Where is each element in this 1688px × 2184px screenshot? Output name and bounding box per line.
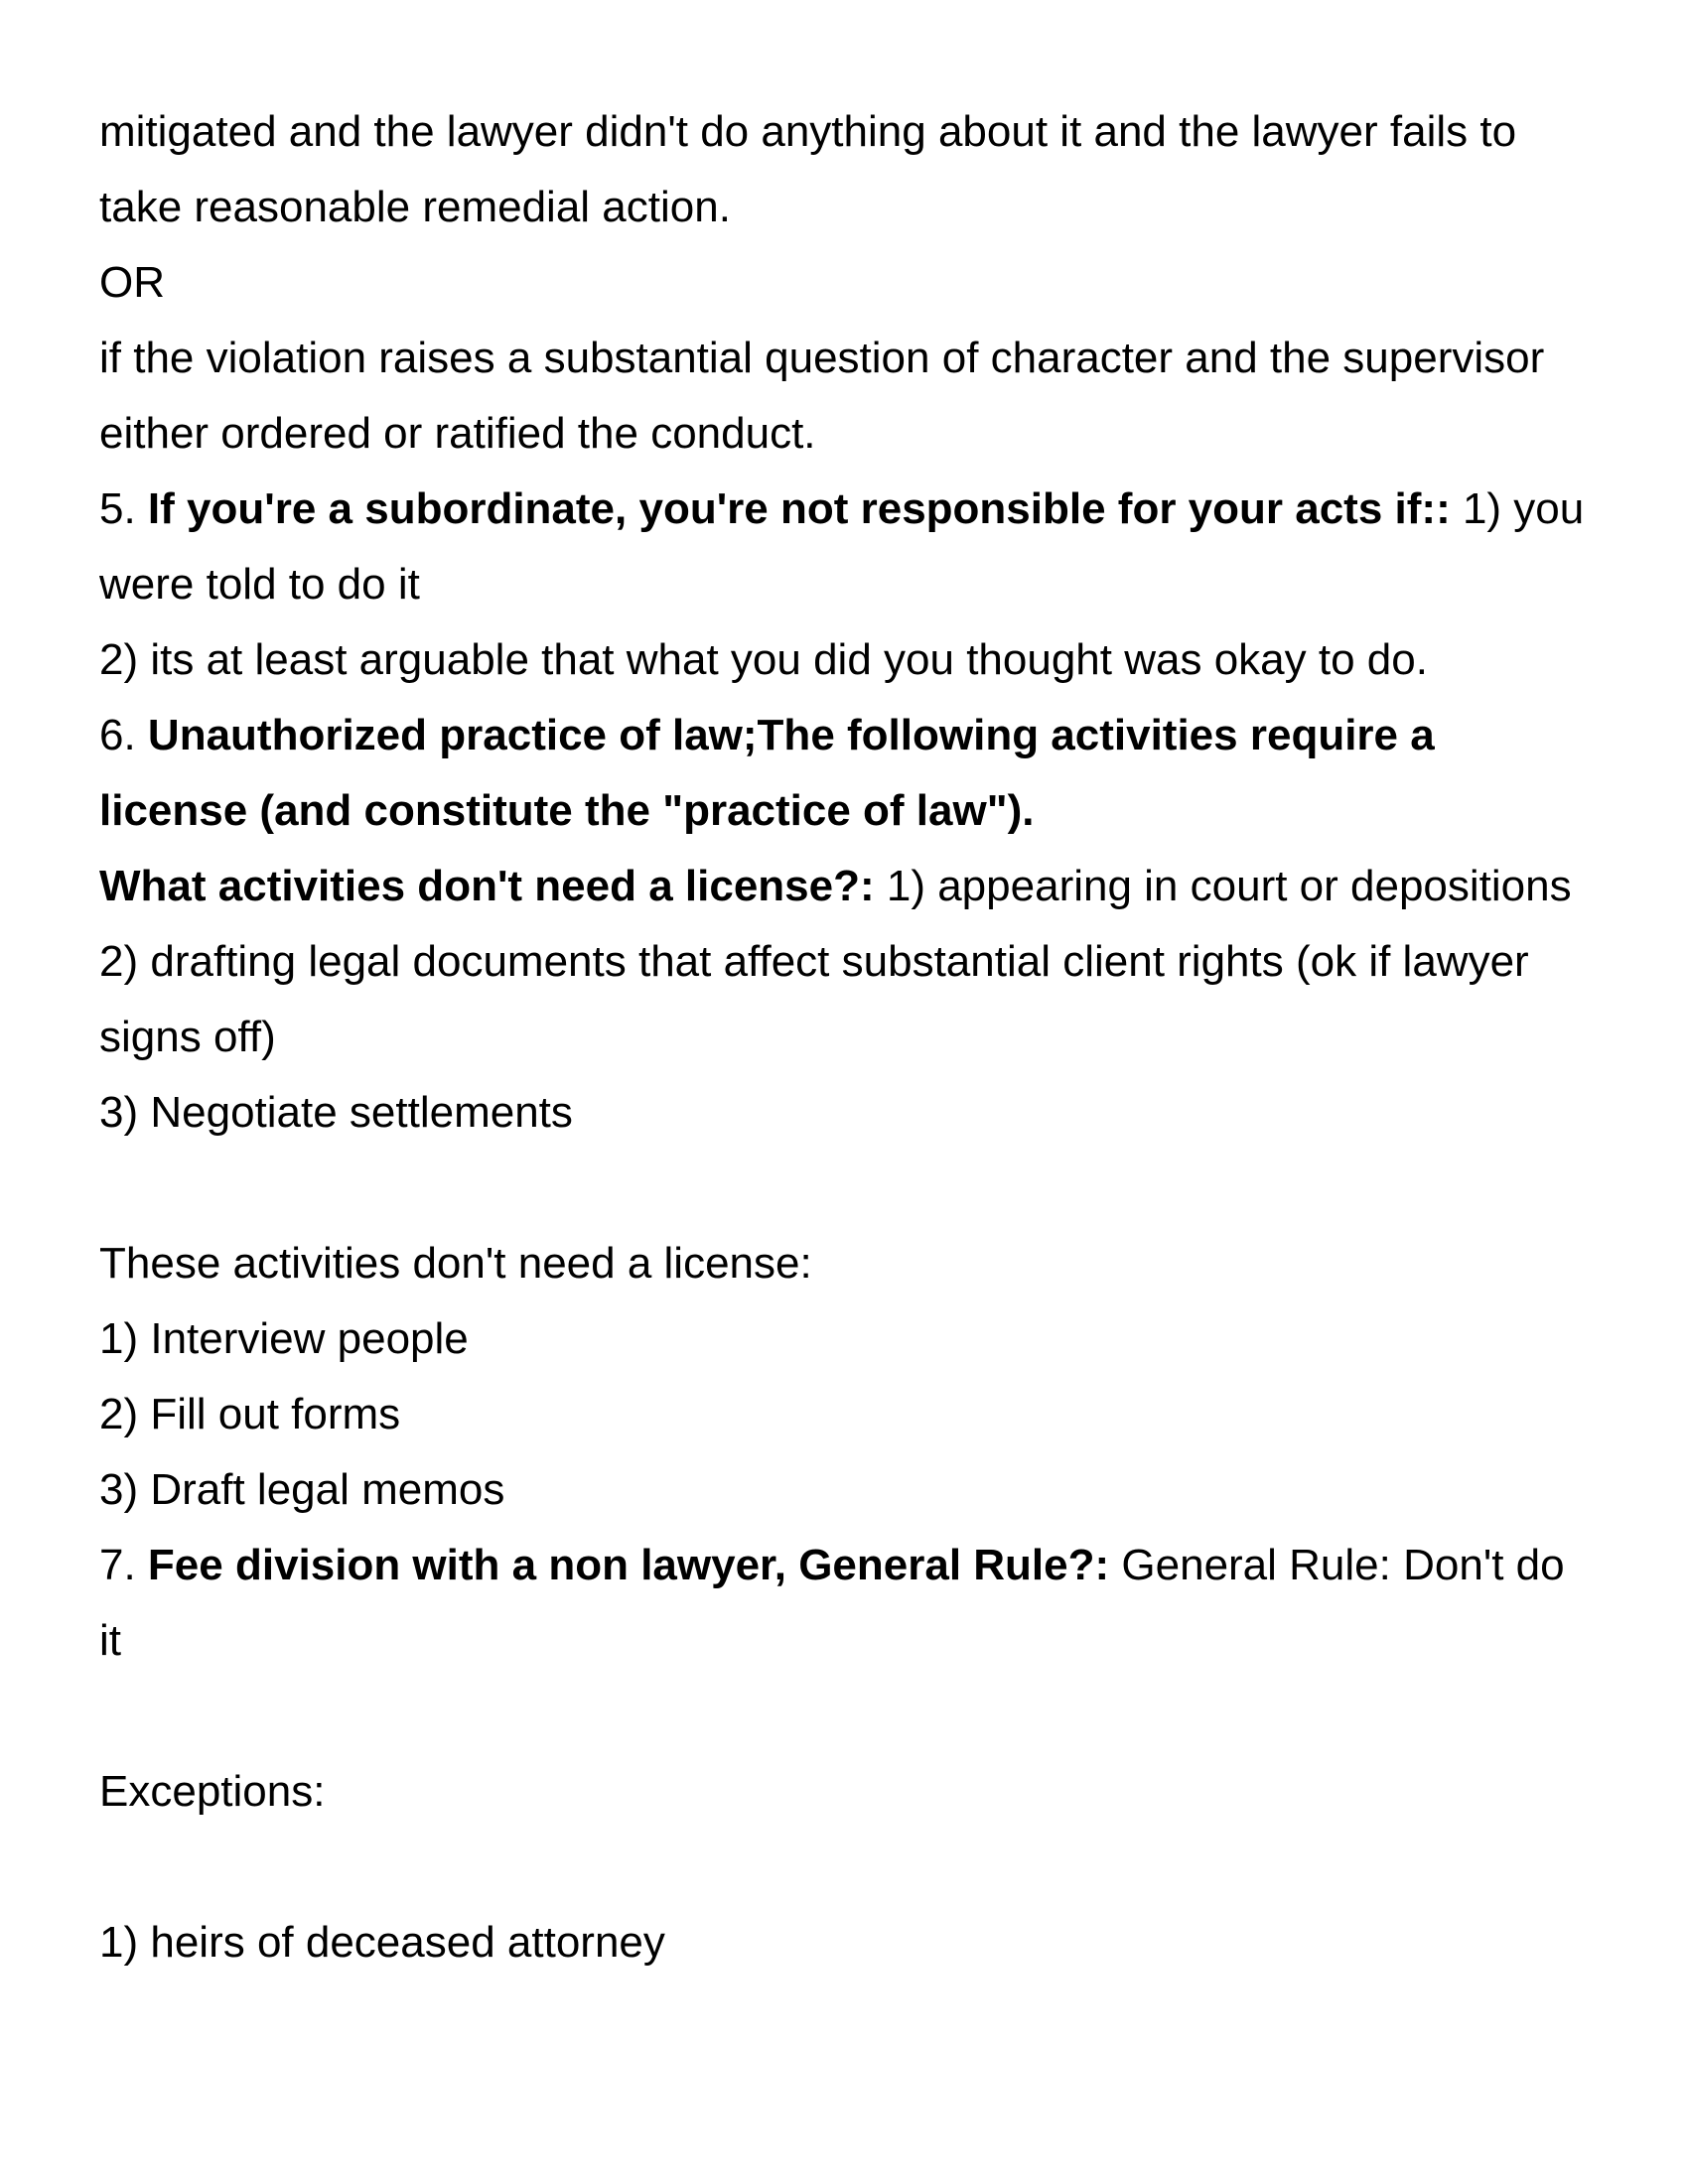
item-heading: Unauthorized practice of law;The following activities require a	[147, 711, 1435, 759]
item-question: Fee division with a non lawyer, General Rule?:	[147, 1541, 1110, 1589]
list-item: 3) Draft legal memos	[99, 1465, 505, 1514]
blank-line	[99, 1830, 1599, 1905]
item-question: What activities don't need a license?:	[99, 862, 875, 910]
item-number: 7.	[99, 1541, 148, 1589]
item-answer-line: signs off)	[99, 1013, 276, 1061]
item-answer-line: it	[99, 1616, 121, 1665]
list-heading: These activities don't need a license:	[99, 1239, 812, 1288]
text-line: mitigated and the lawyer didn't do anything about it and the lawyer fails to	[99, 107, 1517, 156]
item-answer-line: 2) drafting legal documents that affect substantial client rights (ok if lawyer	[99, 937, 1529, 986]
blank-line	[99, 1679, 1599, 1754]
item-question: If you're a subordinate, you're not responsible for your acts if::	[147, 484, 1451, 533]
item-question-line	[99, 849, 1599, 924]
item-answer-line: were told to do it	[99, 560, 420, 609]
list-item: 1) heirs of deceased attorney	[99, 1918, 665, 1967]
blank-line	[99, 1151, 1599, 1226]
item-heading: license (and constitute the "practice of law").	[99, 786, 1035, 835]
document-body	[99, 94, 1599, 1980]
item-answer: 1) appearing in court or depositions	[874, 862, 1572, 910]
item-6-line	[99, 698, 1599, 773]
exceptions-heading: Exceptions:	[99, 1767, 326, 1816]
text-line: either ordered or ratified the conduct.	[99, 409, 816, 458]
item-7-line	[99, 1528, 1599, 1603]
list-item: 1) Interview people	[99, 1314, 469, 1363]
item-heading-line	[99, 773, 1599, 849]
text-line: take reasonable remedial action.	[99, 183, 731, 231]
list-item: 2) Fill out forms	[99, 1390, 401, 1438]
item-5-line	[99, 472, 1599, 547]
item-answer-line: 3) Negotiate settlements	[99, 1088, 573, 1137]
text-line: OR	[99, 258, 165, 307]
text-line: if the violation raises a substantial question of character and the supervisor	[99, 334, 1545, 382]
item-answer-line: 2) its at least arguable that what you did you thought was okay to do.	[99, 635, 1428, 684]
item-number: 5.	[99, 484, 148, 533]
item-answer: General Rule: Don't do	[1109, 1541, 1565, 1589]
item-number: 6.	[99, 711, 148, 759]
item-answer: 1) you	[1450, 484, 1585, 533]
